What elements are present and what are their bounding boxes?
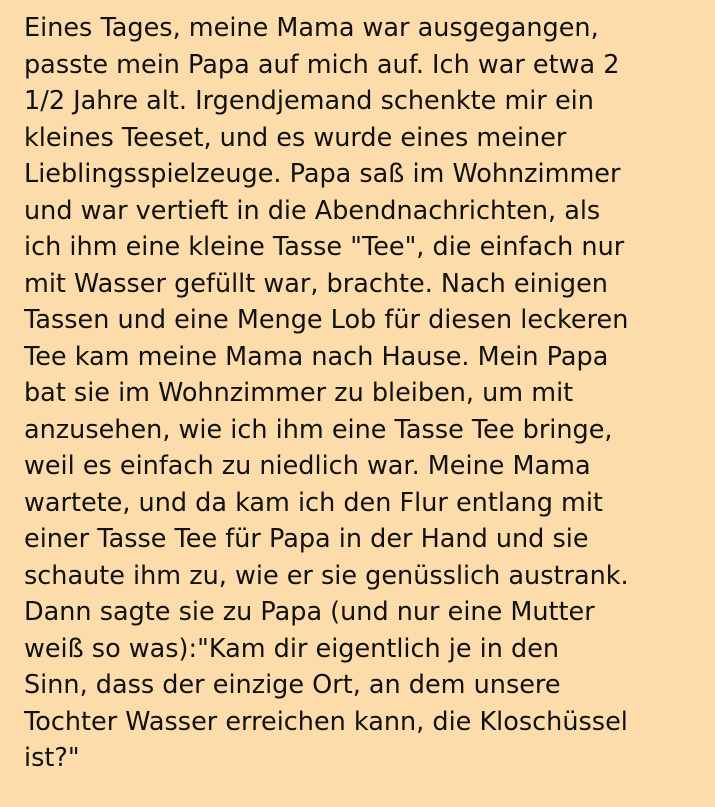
text-line: Sinn, dass der einzige Ort, an dem unsere — [24, 670, 561, 700]
text-line: Dann sagte sie zu Papa (und nur eine Mutter — [24, 597, 595, 627]
text-line: Lieblingsspielzeuge. Papa saß im Wohnzimmer — [24, 159, 621, 189]
text-line: Eines Tages, meine Mama war ausgegangen, — [24, 13, 599, 43]
text-line: schaute ihm zu, wie er sie genüsslich austrank. — [24, 560, 629, 591]
text-line: passte mein Papa auf mich auf. Ich war etwa 2 — [24, 49, 620, 80]
text-line: 1/2 Jahre alt. Irgendjemand schenkte mir ein — [24, 86, 594, 116]
text-line: einer Tasse Tee für Papa in der Hand und sie — [24, 524, 589, 554]
text-line: ich ihm eine kleine Tasse "Tee", die einfach nur — [24, 232, 625, 262]
text-line: weil es einfach zu niedlich war. Meine Mama — [24, 451, 591, 481]
text-line: weiß so was):"Kam dir eigentlich je in den — [24, 633, 560, 664]
text-line: ist?" — [24, 743, 80, 773]
text-line: mit Wasser gefüllt war, brachte. Nach einigen — [24, 268, 608, 299]
text-line: Tee kam meine Mama nach Hause. Mein Papa — [24, 341, 609, 372]
text-line: Tochter Wasser erreichen kann, die Kloschüssel — [24, 706, 628, 737]
text-line: anzusehen, wie ich ihm eine Tasse Tee bringe, — [24, 414, 613, 445]
story-text — [24, 10, 704, 777]
text-line: kleines Teeset, und es wurde eines meiner — [24, 122, 567, 153]
text-line: bat sie im Wohnzimmer zu bleiben, um mit — [24, 378, 574, 408]
text-line: und war vertieft in die Abendnachrichten, als — [24, 195, 601, 226]
text-line: Tassen und eine Menge Lob für diesen leckeren — [24, 305, 629, 335]
text-line: wartete, und da kam ich den Flur entlang mit — [24, 487, 603, 518]
